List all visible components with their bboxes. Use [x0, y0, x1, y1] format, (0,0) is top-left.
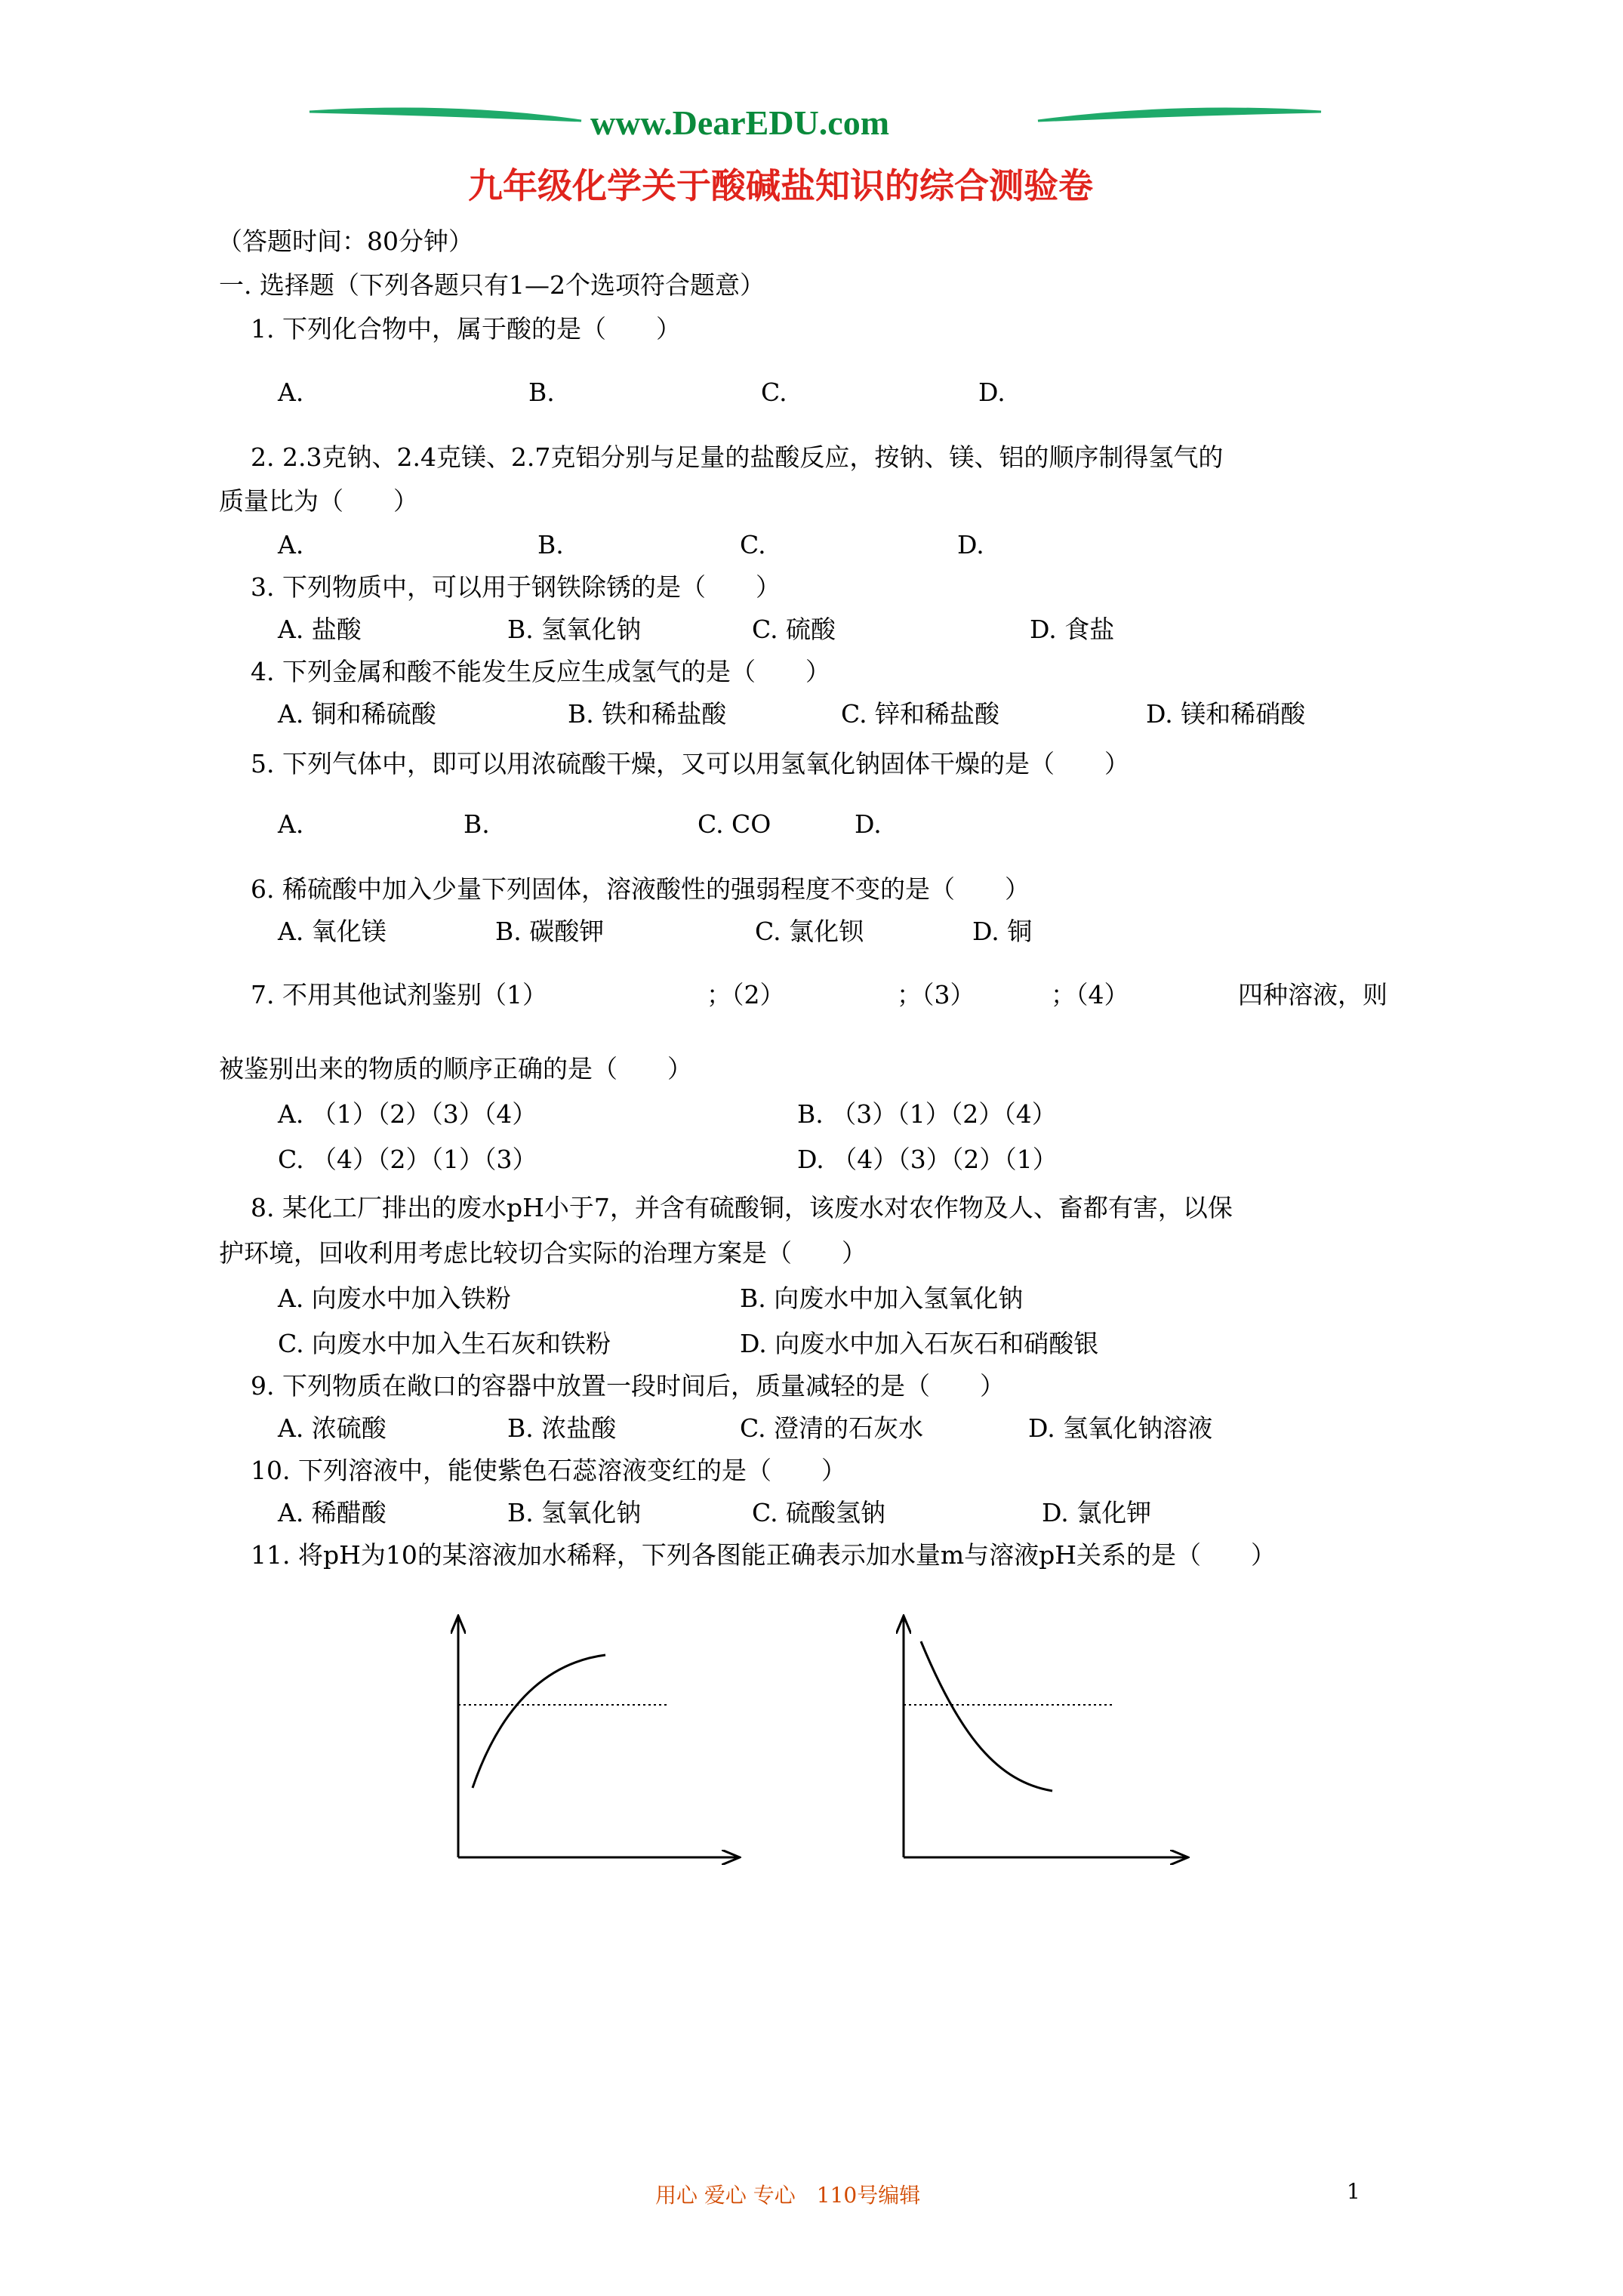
question-7-option-d: D. （4）（3）（2）（1）: [797, 1145, 1058, 1174]
question-5-option-c: C. CO: [698, 809, 771, 839]
question-7-part-2: ；（2）: [707, 980, 785, 1009]
question-4-option-b: B. 铁和稀盐酸: [568, 699, 727, 729]
question-2-option-d: D.: [957, 530, 984, 559]
question-6-stem: 6. 稀硫酸中加入少量下列固体，溶液酸性的强弱程度不变的是（ ）: [251, 874, 1030, 904]
question-4-option-a: A. 铜和稀硫酸: [278, 699, 436, 729]
question-6-option-d: D. 铜: [972, 917, 1033, 946]
question-8-option-d: D. 向废水中加入石灰石和硝酸银: [740, 1329, 1099, 1358]
question-8-option-b: B. 向废水中加入氢氧化钠: [740, 1284, 1024, 1313]
footer-text: 用心 爱心 专心 110号编辑: [655, 2183, 921, 2208]
question-9-option-a: A. 浓硫酸: [278, 1413, 387, 1443]
question-11-graph-a: [438, 1608, 755, 1895]
banner-swoosh-right: [1038, 109, 1321, 121]
question-5-stem: 5. 下列气体中，即可以用浓硫酸干燥，又可以用氢氧化钠固体干燥的是（ ）: [251, 749, 1129, 778]
question-1-stem: 1. 下列化合物中，属于酸的是（ ）: [251, 314, 681, 344]
section-heading: 一. 选择题（下列各题只有1—2个选项符合题意）: [219, 270, 765, 300]
question-7-part-3: ；（3）: [897, 980, 975, 1009]
question-3-option-a: A. 盐酸: [278, 615, 362, 644]
question-1-option-b: B.: [528, 378, 555, 407]
graph-b-curve: [921, 1641, 1052, 1791]
question-4-stem: 4. 下列金属和酸不能发生反应生成氢气的是（ ）: [251, 657, 830, 686]
question-9-option-b: B. 浓盐酸: [507, 1413, 617, 1443]
question-10-option-d: D. 氯化钾: [1042, 1498, 1152, 1527]
question-10-stem: 10. 下列溶液中，能使紫色石蕊溶液变红的是（ ）: [251, 1456, 846, 1485]
question-3-stem: 3. 下列物质中，可以用于钢铁除锈的是（ ）: [251, 572, 781, 602]
question-8-option-a: A. 向废水中加入铁粉: [278, 1284, 511, 1313]
question-11-stem: 11. 将pH为10的某溶液加水稀释，下列各图能正确表示加水量m与溶液pH关系的是（ ）: [251, 1540, 1277, 1570]
question-7-line-2: 被鉴别出来的物质的顺序正确的是（ ）: [219, 1054, 692, 1083]
question-8-line-2: 护环境，回收利用考虑比较切合实际的治理方案是（ ）: [219, 1238, 867, 1268]
time-note: （答题时间：80分钟）: [217, 227, 473, 256]
question-9-stem: 9. 下列物质在敞口的容器中放置一段时间后，质量减轻的是（ ）: [251, 1371, 1005, 1401]
question-7-option-a: A. （1）（2）（3）（4）: [278, 1099, 537, 1129]
question-10-option-a: A. 稀醋酸: [278, 1498, 387, 1527]
question-2-line-1: 2. 2.3克钠、2.4克镁、2.7克铝分别与足量的盐酸反应，按钠、镁、铝的顺序制得氢气的: [251, 442, 1224, 472]
question-1-option-a: A.: [278, 378, 304, 407]
question-3-option-b: B. 氢氧化钠: [507, 615, 642, 644]
question-5-option-d: D.: [855, 809, 882, 839]
graph-a-curve: [473, 1655, 605, 1788]
question-7-part-1: 7. 不用其他试剂鉴别（1）: [251, 980, 547, 1009]
question-5-option-a: A.: [278, 809, 304, 839]
page-number: 1: [1347, 2179, 1360, 2204]
question-10-option-c: C. 硫酸氢钠: [752, 1498, 886, 1527]
question-6-option-a: A. 氧化镁: [278, 917, 387, 946]
question-9-option-d: D. 氢氧化钠溶液: [1028, 1413, 1213, 1443]
question-5-option-b: B.: [463, 809, 490, 839]
question-7-part-4: ；（4）: [1051, 980, 1129, 1009]
question-11-graph-b: [885, 1608, 1202, 1895]
question-4-option-d: D. 镁和稀硝酸: [1146, 699, 1306, 729]
question-6-option-c: C. 氯化钡: [755, 917, 864, 946]
question-7-part-5: 四种溶液，则: [1238, 980, 1387, 1009]
question-7-option-c: C. （4）（2）（1）（3）: [278, 1145, 537, 1174]
question-2-line-2: 质量比为（ ）: [219, 486, 418, 516]
question-6-option-b: B. 碳酸钾: [495, 917, 605, 946]
site-banner: www.DearEDU.com: [590, 103, 890, 142]
question-2-option-a: A.: [278, 530, 304, 559]
question-9-option-c: C. 澄清的石灰水: [740, 1413, 924, 1443]
question-1-option-c: C.: [761, 378, 787, 407]
question-2-option-b: B.: [537, 530, 564, 559]
page-title: 九年级化学关于酸碱盐知识的综合测验卷: [468, 165, 1093, 206]
question-7-option-b: B. （3）（1）（2）（4）: [797, 1099, 1057, 1129]
question-8-line-1: 8. 某化工厂排出的废水pH小于7，并含有硫酸铜，该废水对农作物及人、畜都有害，以保: [251, 1193, 1233, 1222]
question-8-option-c: C. 向废水中加入生石灰和铁粉: [278, 1329, 611, 1358]
question-10-option-b: B. 氢氧化钠: [507, 1498, 642, 1527]
question-3-option-c: C. 硫酸: [752, 615, 836, 644]
banner-swoosh-left: [310, 109, 581, 121]
question-4-option-c: C. 锌和稀盐酸: [841, 699, 1000, 729]
question-2-option-c: C.: [740, 530, 766, 559]
question-1-option-d: D.: [978, 378, 1006, 407]
question-3-option-d: D. 食盐: [1030, 615, 1115, 644]
